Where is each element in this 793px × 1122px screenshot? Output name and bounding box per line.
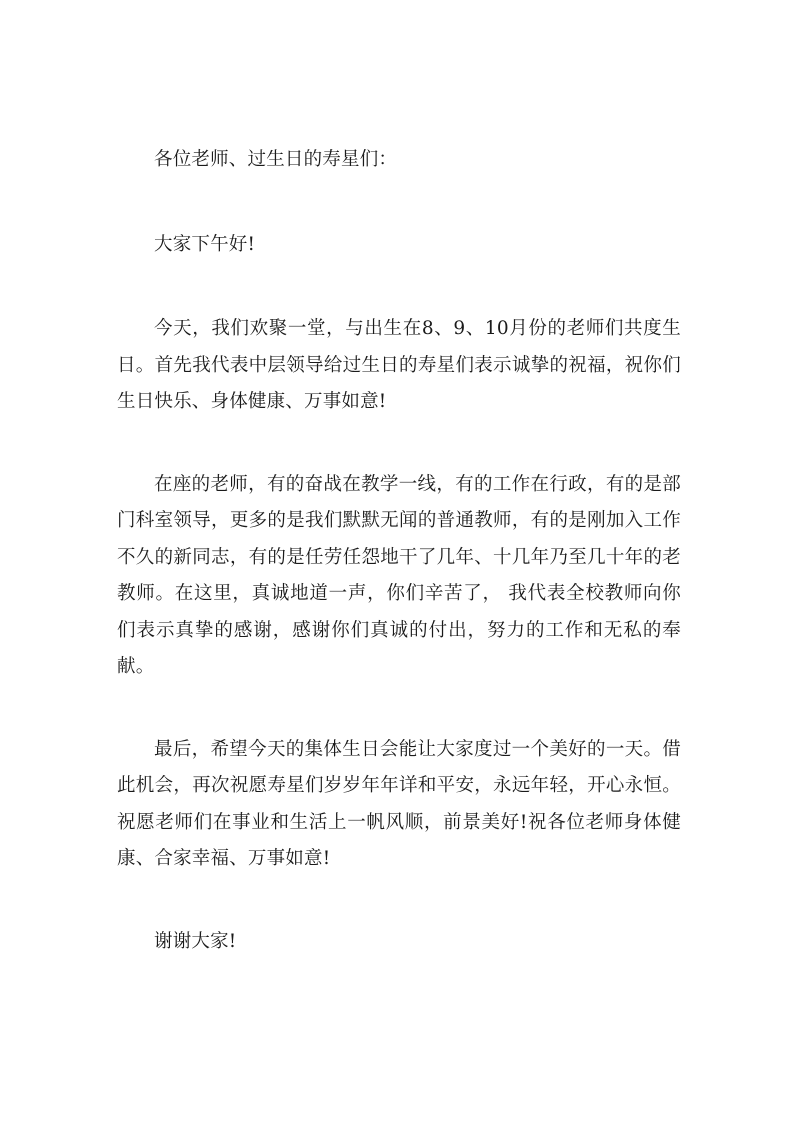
paragraph-appreciation: 在座的老师，有的奋战在教学一线，有的工作在行政，有的是部门科室领导，更多的是我们默默无闻的普通教师，有的是刚加入工作不久的新同志，有的是任劳任怨地干了几年、十几年乃至几十年的老教师。在这里，真诚地道一声，你们辛苦了， 我代表全校教师向你们表示真挚的感谢，感谢你们真诚的付出，努力的工作和无私的奉献。 [117, 473, 681, 677]
greeting: 大家下午好! [154, 233, 256, 255]
document-page [117, 142, 681, 960]
paragraph-wishes: 最后，希望今天的集体生日会能让大家度过一个美好的一天。借此机会，再次祝愿寿星们岁岁年年详和平安，永远年轻，开心永恒。祝愿老师们在事业和生活上一帆风顺，前景美好!祝各位老师身体健康、合家幸福、万事如意! [117, 738, 681, 869]
paragraph-celebration: 今天，我们欢聚一堂，与出生在8、9、10月份的老师们共度生日。首先我代表中层领导给过生日的寿星们表示诚挚的祝福，祝你们生日快乐、身体健康、万事如意! [117, 318, 681, 412]
salutation: 各位老师、过生日的寿星们： [154, 149, 398, 170]
closing: 谢谢大家! [154, 930, 237, 952]
